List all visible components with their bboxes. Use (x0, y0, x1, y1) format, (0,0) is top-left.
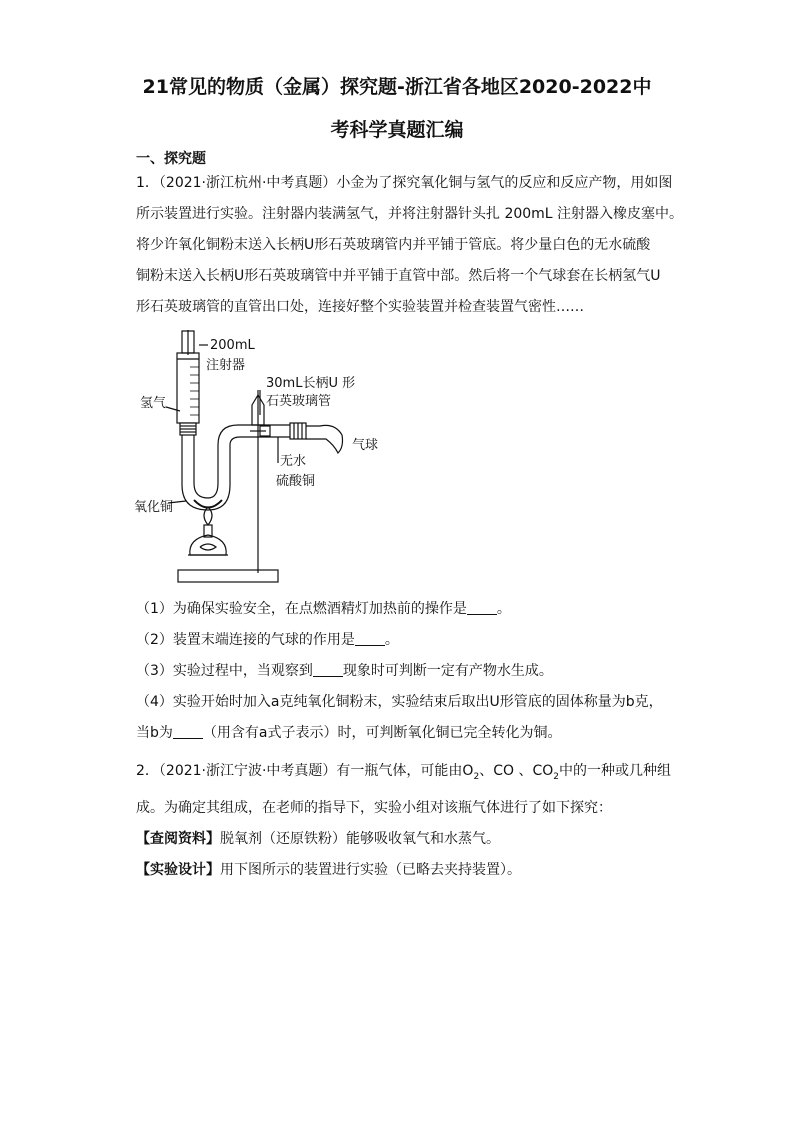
label-u-tube-1: 30mL长柄U 形 (266, 376, 356, 391)
answer-blank-1[interactable] (467, 601, 497, 615)
section-heading: 一、探究题 (136, 151, 206, 167)
label-syringe-volume: 200mL (210, 338, 255, 353)
q2-design: 【实验设计】用下图所示的装置进行实验（已略去夹持装置）。 (136, 862, 521, 878)
label-hydrogen: 氢气 (140, 396, 167, 411)
q1-sub-1: （1）为确保实验安全，在点燃酒精灯加热前的操作是 。 (136, 601, 511, 617)
label-cuso4-2: 硫酸铜 (276, 474, 316, 489)
label-u-tube-2: 石英玻璃管 (266, 394, 332, 409)
label-cuso4-1: 无水 (280, 454, 307, 469)
answer-blank-2[interactable] (355, 632, 385, 646)
answer-blank-4[interactable] (173, 725, 203, 739)
label-cuo: 氧化铜 (134, 500, 174, 515)
q1-sub-4-line-1: （4）实验开始时加入a克纯氧化铜粉末，实验结束后取出U形管底的固体称量为b克， (136, 694, 663, 710)
q1-sub-4-line-2: 当b为 （用含有a式子表示）时，可判断氧化铜已完全转化为铜。 (136, 725, 562, 741)
apparatus-diagram (130, 325, 400, 590)
label-syringe: 注射器 (206, 358, 246, 373)
q2-reference: 【查阅资料】脱氧剂（还原铁粉）能够吸收氧气和水蒸气。 (136, 831, 500, 847)
q1-line-4: 铜粉末送入长柄U形石英玻璃管中并平铺于直管中部。然后将一个气球套在长柄氢气U (136, 268, 661, 284)
q2-line-1: 2．（2021·浙江宁波·中考真题）有一瓶气体，可能由$O_2$、CO 、$CO_2$中的一种或几种组 (136, 763, 671, 782)
title-line-2: 考科学真题汇编 (330, 119, 464, 141)
answer-blank-3[interactable] (313, 663, 343, 677)
q1-line-3: 将少许氧化铜粉末送入长柄U形石英玻璃管内并平铺于管底。将少量白色的无水硫酸 (136, 237, 651, 253)
q1-line-1: 1．（2021·浙江杭州·中考真题）小金为了探究氧化铜与氢气的反应和反应产物，用如图 (136, 175, 673, 191)
title-line-1: 21常见的物质（金属）探究题-浙江省各地区2020-2022中 (142, 76, 652, 98)
q1-line-2: 所示装置进行实验。注射器内装满氢气，并将注射器针头扎 200mL 注射器入橡皮塞中。 (136, 206, 684, 222)
q1-sub-2: （2）装置末端连接的气球的作用是 。 (136, 632, 399, 648)
q2-line-2: 成。为确定其组成，在老师的指导下，实验小组对该瓶气体进行了如下探究： (136, 800, 612, 816)
q1-line-5: 形石英玻璃管的直管出口处，连接好整个实验装置并检查装置气密性…… (136, 299, 584, 315)
label-balloon: 气球 (352, 438, 379, 453)
q1-sub-3: （3）实验过程中，当观察到 现象时可判断一定有产物水生成。 (136, 663, 553, 679)
